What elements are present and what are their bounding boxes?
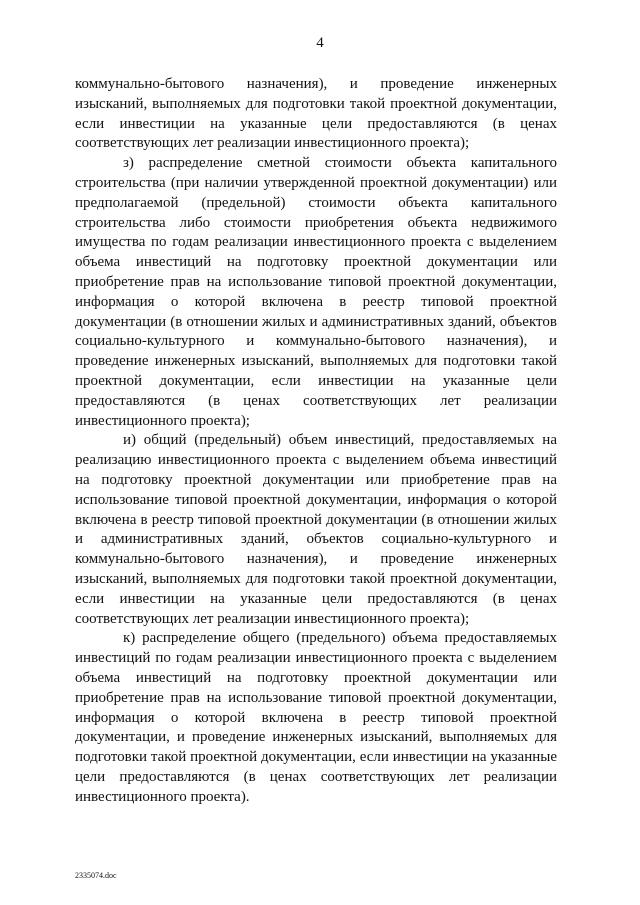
paragraph-item-z: з) распределение сметной стоимости объекта капитального строительства (при наличии утвержденной проектной документации) или предполагаемой (предельной) стоимости объекта капитального строительства либо стоимости приобретения объекта недвижимого имущества по годам реализации инвестиционного проекта с выделением объема инвестиций на подготовку проектной документации или приобретение прав на использование типовой проектной документации, информация о которой включена в реестр типовой проектной документации (в отношении жилых и административных зданий, объектов социально-культурного и коммунально-бытового назначения), и проведение инженерных изысканий, выполняемых для подготовки такой проектной документации, если инвестиции на указанные цели предоставляются (в ценах соответствующих лет реализации инвестиционного проекта);: [75, 155, 557, 429]
paragraph-item-i: и) общий (предельный) объем инвестиций, предоставляемых на реализацию инвестиционного проекта с выделением объема инвестиций на подготовку проектной документации или приобретение прав на использование типовой проектной документации, информация о которой включена в реестр типовой проектной документации (в отношении жилых и административных зданий, объектов социально-культурного и коммунально-бытового назначения), и проведение инженерных изысканий, выполняемых для подготовки такой проектной документации, если инвестиции на указанные цели предоставляются (в ценах соответствующих лет реализации инвестиционного проекта);: [75, 432, 557, 627]
paragraph-item-k: к) распределение общего (предельного) объема предоставляемых инвестиций по годам реализации инвестиционного проекта с выделением объема инвестиций на подготовку проектной документации или приобретение прав на использование типовой проектной документации, информация о которой включена в реестр типовой проектной документации, и проведение инженерных изысканий, выполняемых для подготовки такой проектной документации, если инвестиции на указанные цели предоставляются (в ценах соответствующих лет реализации инвестиционного проекта).: [75, 630, 557, 805]
document-body: [75, 75, 557, 807]
footer-filename: 2335074.doc: [75, 871, 117, 880]
paragraph-continuation: коммунально-бытового назначения), и проведение инженерных изысканий, выполняемых для подготовки такой проектной документации, если инвестиции на указанные цели предоставляются (в ценах соответствующих лет реализации инвестиционного проекта);: [75, 76, 557, 152]
page-number: 4: [316, 35, 324, 51]
